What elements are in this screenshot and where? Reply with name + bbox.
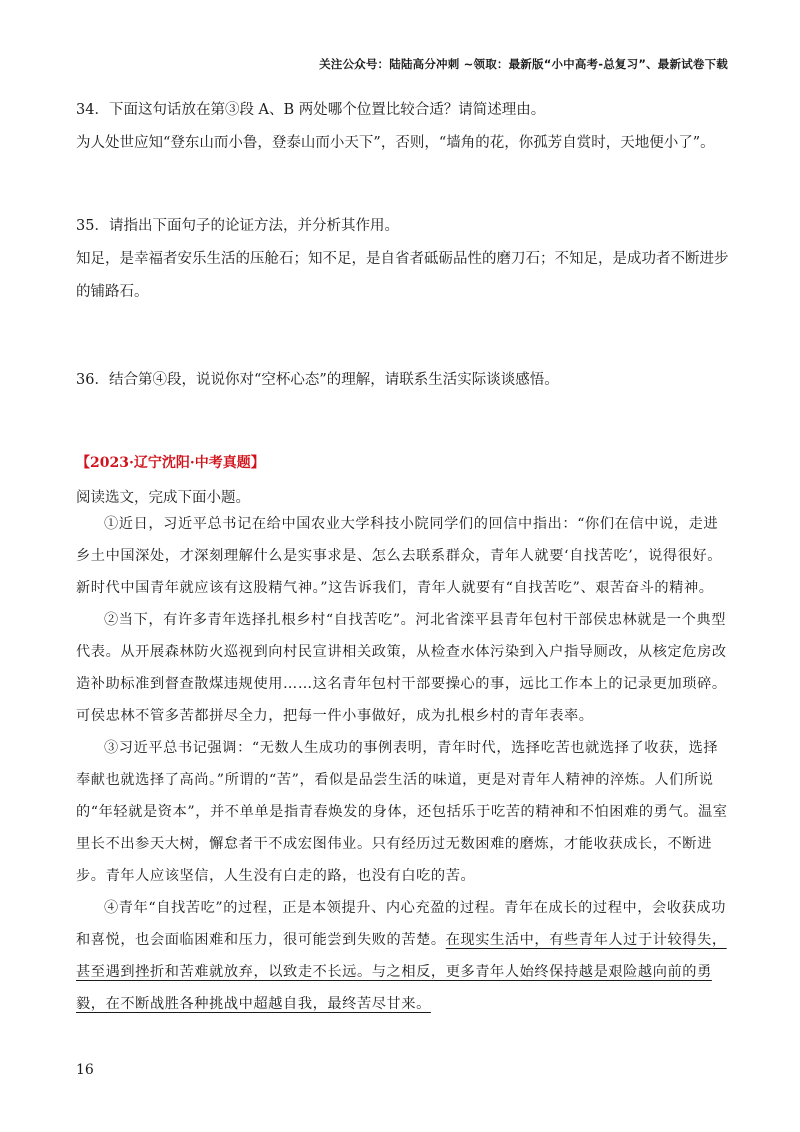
source-badge: 【2023·辽宁沈阳·中考真题】 (76, 455, 265, 471)
passage-paragraph-3: ③习近平总书记强调：“无数人生成功的事例表明，青年时代，选择吃苦也就选择了收获，选择奉献也就选择了高尚。”所谓的“苦”，看似是品尝生活的味道，更是对青年人精神的淬炼。人们所说的“年轻就是资本”，并不单单是指青春焕发的身体，还包括乐于吃苦的精神和不怕困难的勇气。温室里长不出参天大树，懈怠者干不成宏图伟业。只有经历过无数困难的磨炼，才能收获成长，不断进步。青年人应该坚信，人生没有白走的路，也没有白吃的苦。 (76, 740, 728, 884)
passage-paragraph-2: ②当下，有许多青年选择扎根乡村“自找苦吃”。河北省滦平县青年包村干部侯忠林就是一个典型代表。从开展森林防火巡视到向村民宣讲相关政策，从检查水体污染到入户指导厕改，从核定危房改造补助标准到督查散煤违规使用……这名青年包村干部要操心的事，远比工作本上的记录更加琐碎。可侯忠林不管多苦都拼尽全力，把每一件小事做好，成为扎根乡村的青年表率。 (76, 612, 727, 724)
question-34 (76, 94, 736, 160)
reading-passage (76, 508, 728, 1020)
question-34-sentence: 为人处世应知“登东山而小鲁，登泰山而小天下”，否则，“墙角的花，你孤芳自赏时，天地便小了”。 (76, 135, 715, 151)
question-35 (76, 210, 736, 309)
question-36 (76, 364, 736, 397)
page-number: 16 (76, 1062, 94, 1078)
header-note: 关注公众号：陆陆高分冲刺 ~领取：最新版“小中高考-总复习”、最新试卷下载 (319, 57, 728, 71)
question-35-sentence: 知足，是幸福者安乐生活的压舱石；知不足，是自省者砥砺品性的磨刀石；不知足，是成功者不断进步的铺路石。 (76, 251, 729, 300)
passage-paragraph-4 (76, 892, 728, 1020)
paragraph-4-underlined-text: 在现实生活中，有些青年人过于计较得失，甚至遇到挫折和苦难就放弃，以致走不长远。与之相反，更多青年人始终保持越是艰险越向前的勇毅，在不断战胜各种挑战中超越自我，最终苦尽甘来。 (76, 932, 727, 1012)
paragraph-4-plain-text: ④青年“自找苦吃”的过程，正是本领提升、内心充盈的过程。青年在成长的过程中，会收获成功和喜悦，也会面临困难和压力，很可能尝到失败的苦楚。 (76, 900, 726, 948)
question-34-stem: 34．下面这句话放在第③段 A、B 两处哪个位置比较合适？请简述理由。 (76, 102, 546, 118)
question-35-stem: 35．请指出下面句子的论证方法，并分析其作用。 (76, 218, 399, 234)
question-36-stem: 36．结合第④段，说说你对“空杯心态”的理解，请联系生活实际谈谈感悟。 (76, 372, 559, 388)
passage-paragraph-1: ①近日，习近平总书记在给中国农业大学科技小院同学们的回信中指出：“你们在信中说，走进乡土中国深处，才深刻理解什么是实事求是、怎么去联系群众，青年人就要‘自找苦吃’，说得很好。新时代中国青年就应该有这股精气神。”这告诉我们，青年人就要有“自找苦吃”、艰苦奋斗的精神。 (76, 516, 723, 596)
reading-instruction: 阅读选文，完成下面小题。 (76, 490, 250, 506)
